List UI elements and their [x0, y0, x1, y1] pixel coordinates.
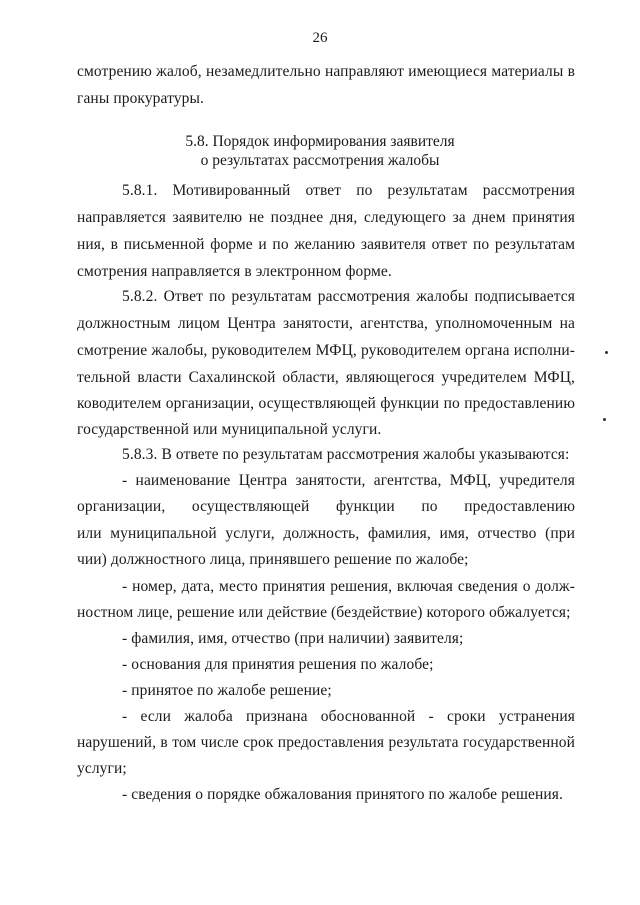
list-item-line: чии) должностного лица, принявшего решение по жалобе;: [77, 551, 469, 568]
section-heading: 5.8. Порядок информирования заявителя: [185, 133, 455, 150]
list-item-line: - принятое по жалобе решение;: [122, 682, 332, 699]
paragraph-line: 5.8.2. Ответ по результатам рассмотрения жалобы подписывается: [122, 288, 575, 305]
paragraph-line: направляется заявителю не позднее дня, следующего за днем принятия: [77, 209, 575, 226]
text-line: смотрению жалоб, незамедлительно направляют имеющиеся материалы в: [77, 63, 575, 80]
scan-mark: [605, 351, 608, 354]
list-item-line: - наименование Центра занятости, агентства, МФЦ, учредителя: [122, 472, 575, 489]
page-number: 26: [312, 30, 328, 46]
section-heading: о результатах рассмотрения жалобы: [200, 152, 440, 169]
list-item-line: нарушений, в том числе срок предоставления результата государственной: [77, 734, 575, 751]
list-item-line: или муниципальной услуги, должность, фамилия, имя, отчество (при: [77, 525, 575, 542]
paragraph-line: смотрение жалобы, руководителем МФЦ, руководителем органа исполни-: [77, 342, 575, 359]
list-item-line: услуги;: [77, 760, 127, 777]
list-item-line: - сведения о порядке обжалования принятого по жалобе решения.: [122, 786, 563, 803]
text-line: ганы прокуратуры.: [77, 90, 204, 107]
list-item-line: организации, осуществляющей функции по предоставлению: [77, 498, 575, 515]
list-item-line: - фамилия, имя, отчество (при наличии) заявителя;: [122, 630, 464, 647]
scan-mark: [603, 418, 606, 421]
list-item-line: - если жалоба признана обоснованной - сроки устранения: [122, 708, 575, 725]
paragraph-line: 5.8.1. Мотивированный ответ по результатам рассмотрения: [122, 182, 575, 199]
paragraph-line: 5.8.3. В ответе по результатам рассмотрения жалобы указываются:: [122, 446, 570, 463]
list-item-line: ностном лице, решение или действие (бездействие) которого обжалуется;: [77, 604, 571, 621]
paragraph-line: тельной власти Сахалинской области, являющегося учредителем МФЦ,: [77, 369, 575, 386]
paragraph-line: смотрения направляется в электронном форме.: [77, 263, 392, 280]
list-item-line: - номер, дата, место принятия решения, включая сведения о долж-: [122, 578, 575, 595]
paragraph-line: государственной или муниципальной услуги.: [77, 421, 382, 438]
list-item-line: - основания для принятия решения по жалобе;: [122, 656, 434, 673]
paragraph-line: должностным лицом Центра занятости, агентства, уполномоченным на: [77, 315, 575, 332]
paragraph-line: ния, в письменной форме и по желанию заявителя ответ по результатам: [77, 236, 575, 253]
paragraph-line: ководителем организации, осуществляющей функции по предоставлению: [77, 395, 575, 412]
